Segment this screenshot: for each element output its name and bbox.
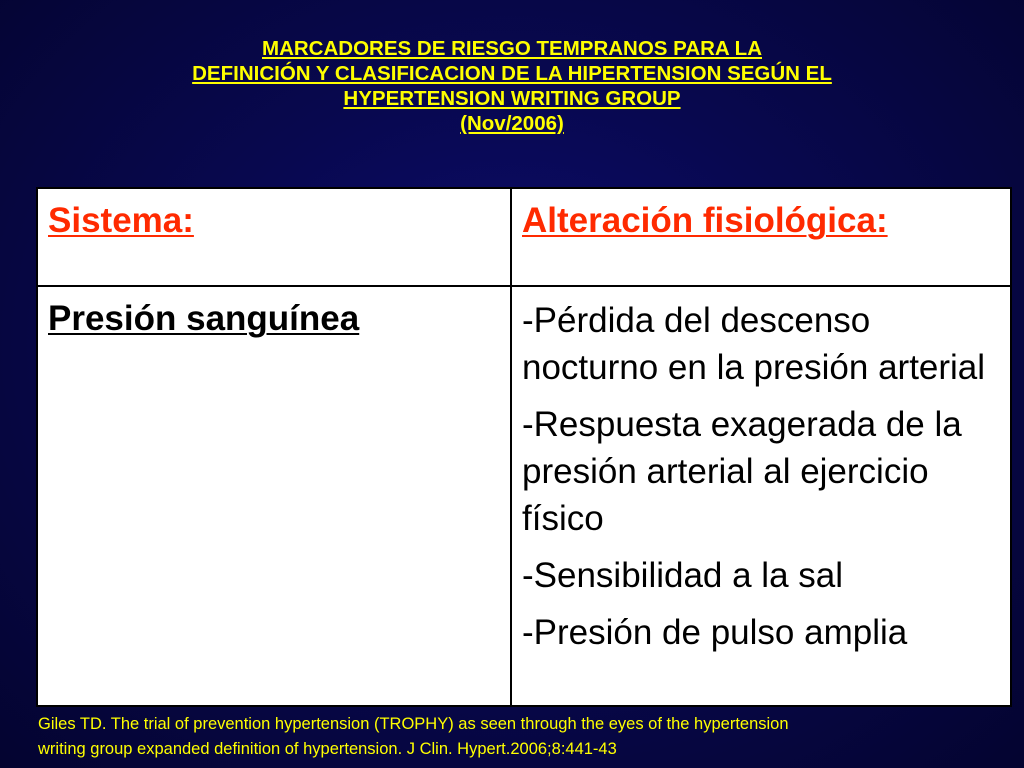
system-name: Presión sanguínea — [48, 299, 360, 338]
slide-title — [40, 36, 984, 136]
slide-title-line-2: DEFINICIÓN Y CLASIFICACION DE LA HIPERTENSION SEGÚN EL — [192, 62, 832, 85]
alterations-cell — [511, 286, 1011, 706]
list-item: -Pérdida del descenso nocturno en la presión arterial — [522, 301, 986, 387]
citation-line-1: Giles TD. The trial of prevention hypertension (TROPHY) as seen through the eyes of the hypertension — [38, 715, 789, 733]
slide-title-line-3: HYPERTENSION WRITING GROUP — [343, 87, 681, 110]
citation-line-2: writing group expanded definition of hypertension. J Clin. Hypert.2006;8:441-43 — [38, 740, 617, 758]
slide-title-line-1: MARCADORES DE RIESGO TEMPRANOS PARA LA — [262, 37, 762, 60]
list-item: -Presión de pulso amplia — [522, 613, 908, 652]
header-cell-system — [37, 188, 511, 286]
system-cell — [37, 286, 511, 706]
table-row — [37, 286, 1011, 706]
citation — [38, 712, 1008, 762]
alterations-list — [512, 287, 1010, 656]
header-cell-alteration — [511, 188, 1011, 286]
list-item: -Sensibilidad a la sal — [522, 556, 844, 595]
header-system-label: Sistema: — [48, 201, 194, 240]
slide-title-line-4: (Nov/2006) — [460, 112, 564, 135]
header-alteration-label: Alteración fisiológica: — [522, 201, 888, 240]
list-item: -Respuesta exagerada de la presión arterial al ejercicio físico — [522, 405, 962, 538]
table-header-row — [37, 188, 1011, 286]
risk-markers-table — [36, 187, 1012, 707]
